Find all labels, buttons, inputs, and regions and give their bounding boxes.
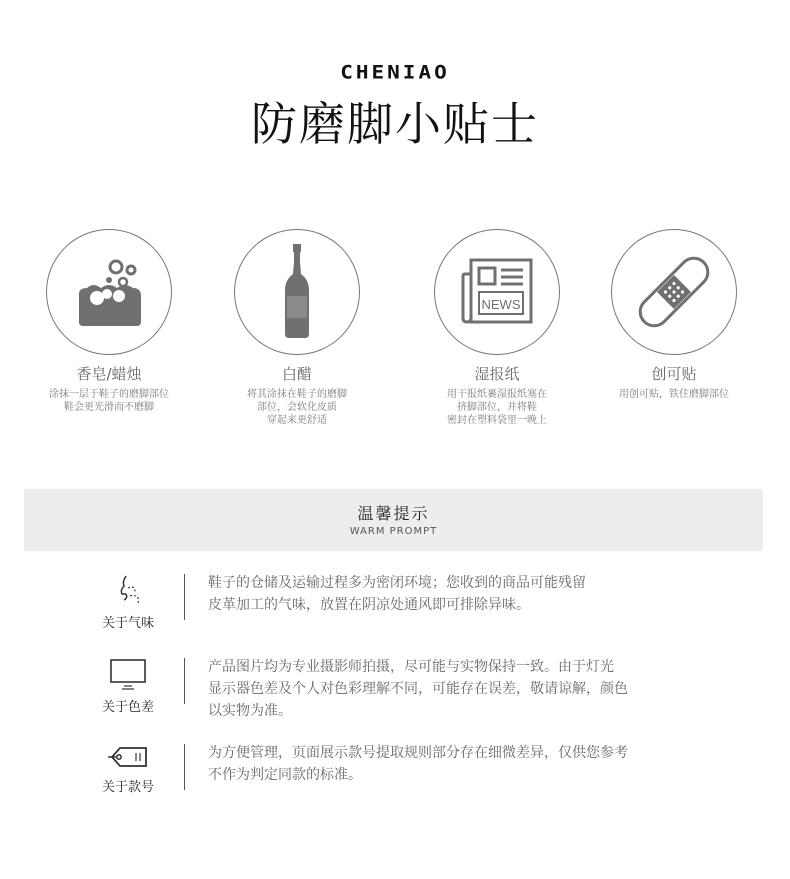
- soap-icon: [47, 230, 171, 354]
- monitor-icon: [108, 656, 148, 692]
- tag-icon: [106, 742, 150, 772]
- tip-circle: [434, 229, 560, 355]
- note-text: 为方便管理，页面展示款号提取规则部分存在细微差异，仅供您参考 不作为判定同款的标准。: [208, 745, 628, 783]
- tip-circle: [234, 229, 360, 355]
- note-color: [90, 656, 730, 736]
- divider: [184, 658, 185, 704]
- note-icon-box: [90, 742, 166, 795]
- tip-soap: [24, 229, 194, 414]
- note-icon-box: [90, 656, 166, 715]
- divider: [184, 744, 185, 790]
- tip-circle: [611, 229, 737, 355]
- tip-name: 创可贴: [651, 365, 697, 383]
- tip-desc: 用创可贴，铁住磨脚部位: [619, 389, 729, 400]
- note-text: 鞋子的仓储及运输过程多为密闭环境；您收到的商品可能残留 皮革加工的气味，放置在阴凉处通风即可排除异味。: [208, 575, 586, 613]
- newspaper-icon: [435, 230, 559, 354]
- tip-vinegar: [212, 229, 382, 427]
- brand-logo: CHENIAO: [340, 61, 450, 83]
- note-label: 关于色差: [101, 700, 154, 715]
- smell-icon: [110, 572, 146, 608]
- tip-name: 香皂/蜡烛: [76, 365, 142, 383]
- tip-newspaper: [412, 229, 582, 427]
- bandage-icon: [612, 230, 736, 354]
- vinegar-bottle-icon: [235, 230, 359, 354]
- tip-desc: 将其涂抹在鞋子的磨脚 部位，会软化皮质 穿起来更舒适: [247, 389, 347, 426]
- tip-desc: 用干报纸裹湿报纸塞在 挤脚部位，并将鞋 密封在塑料袋里一晚上: [447, 389, 547, 426]
- newspaper-label: NEWS: [481, 297, 521, 312]
- note-label: 关于气味: [101, 616, 154, 631]
- tip-name: 湿报纸: [474, 365, 520, 383]
- note-label: 关于款号: [101, 780, 154, 795]
- tip-bandage: [589, 229, 759, 401]
- divider: [184, 574, 185, 620]
- note-icon-box: [90, 572, 166, 631]
- warm-prompt-banner: [24, 489, 763, 551]
- banner-subtitle: WARM PROMPT: [349, 526, 438, 537]
- tips-row: [0, 229, 790, 449]
- banner-title: 温馨提示: [357, 504, 430, 523]
- tip-name: 白醋: [281, 365, 312, 383]
- note-text: 产品图片均为专业摄影师拍摄，尽可能与实物保持一致。由于灯光 显示器色差及个人对色彩理解不同，可能存在误差，敬请谅解，颜色 以实物为准。: [208, 659, 628, 719]
- note-smell: [90, 572, 730, 652]
- page-title: 防磨脚小贴士: [251, 97, 539, 151]
- tip-desc: 涂抹一层于鞋子的磨脚部位 鞋会更光滑而不磨脚: [49, 389, 169, 413]
- note-style-number: [90, 742, 730, 822]
- tip-circle: [46, 229, 172, 355]
